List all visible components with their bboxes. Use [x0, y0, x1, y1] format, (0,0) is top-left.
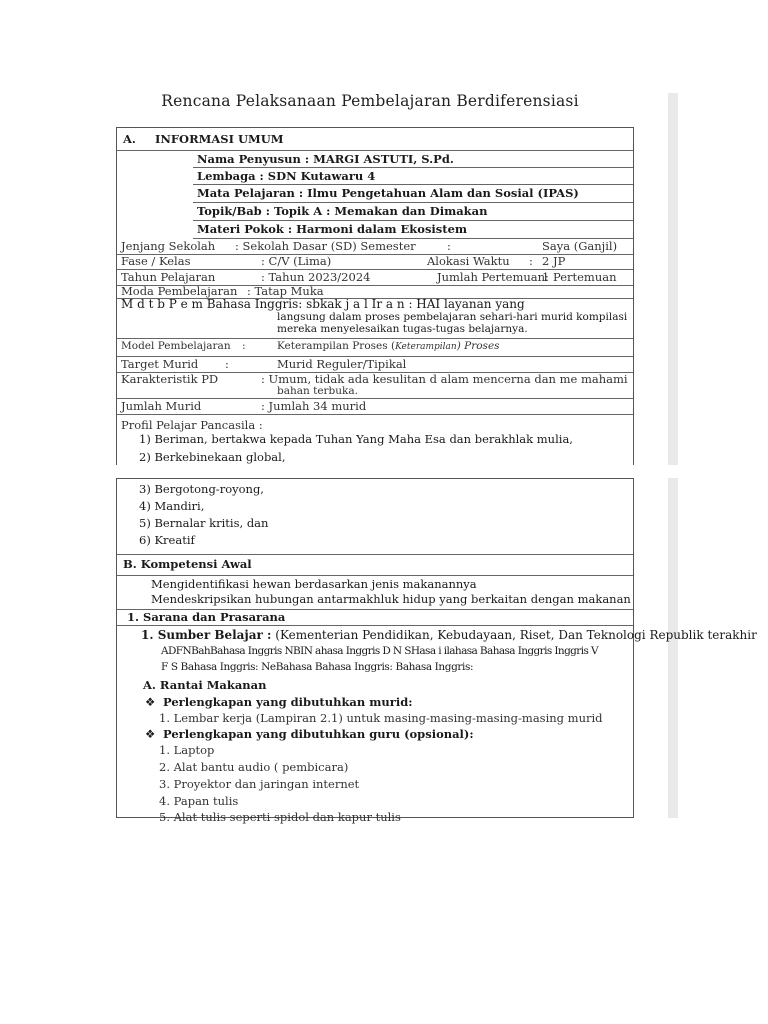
row-karakteristik — [117, 372, 633, 399]
moda-label: Moda Pembelajaran — [121, 284, 238, 298]
diamond-bullet-icon: ❖ — [145, 695, 156, 709]
profil-item: 4) Mandiri, — [139, 499, 205, 513]
target-label: Target Murid — [121, 357, 199, 371]
profil-pancasila-block — [117, 414, 633, 466]
murid-item: 1. Lembar kerja (Lampiran 2.1) untuk masing-masing-masing-masing murid — [159, 711, 603, 725]
karakteristik-value: : Umum, tidak ada kesulitan d alam mencerna dan me mahami — [261, 372, 628, 386]
fase-label: Fase / Kelas — [121, 254, 191, 268]
guru-item: 2. Alat bantu audio ( pembicara) — [159, 760, 349, 774]
continuation-table — [116, 478, 757, 824]
garbled-line: M d t b P e m Bahasa Inggris: sbkak j a l Ir a n : HAI layanan yang — [121, 297, 525, 311]
garbled-line-a: ADFNBahBahasa Inggris NBIN ahasa Inggris D N SHasa i ilahasa Bahasa Inggris Inggris V — [161, 645, 598, 657]
guru-item: 1. Laptop — [159, 743, 215, 757]
description-line-1: langsung dalam proses pembelajaran sehari-hari murid kompilasi — [277, 311, 628, 323]
profil-item: 2) Berkebinekaan global, — [139, 450, 286, 464]
jenjang-label: Jenjang Sekolah — [121, 239, 216, 253]
diamond-bullet-icon: ❖ — [145, 727, 156, 741]
section-a-header-row — [117, 128, 633, 151]
mata-pelajaran: Mata Pelajaran : Ilmu Pengetahuan Alam dan Sosial (IPAS) — [197, 186, 579, 200]
pertemuan-value: 1 Pertemuan — [542, 270, 617, 284]
row-mata-pelajaran — [193, 184, 633, 203]
row-topik — [193, 202, 633, 221]
page-edge-shadow — [668, 93, 678, 465]
materi-pokok: Materi Pokok : Harmoni dalam Ekosistem — [197, 222, 468, 236]
section-b-heading: B. Kompetensi Awal — [123, 557, 252, 571]
guru-item: 4. Papan tulis — [159, 794, 239, 808]
karakteristik-label: Karakteristik PD — [121, 372, 219, 386]
row-jenjang: Jenjang Sekolah : Sekolah Dasar (SD) Semester : Saya (Ganjil) — [117, 238, 633, 255]
garbled-line-b: F S Bahasa Inggris: NeBahasa Bahasa Inggris: Bahasa Inggris: — [161, 661, 474, 673]
profil-continued-block — [117, 479, 633, 555]
murid-heading: Perlengkapan yang dibutuhkan murid: — [163, 695, 413, 709]
tahun-label: Tahun Pelajaran — [121, 270, 216, 284]
row-target: Target Murid : Murid Reguler/Tipikal — [117, 356, 633, 373]
model-label: Model Pembelajaran — [121, 340, 231, 352]
row-model: Model Pembelajaran : Keterampilan Proses (Keterampilan) Proses — [117, 338, 633, 357]
kompetensi-item: Mengidentifikasi hewan berdasarkan jenis makanannya — [151, 577, 477, 591]
row-jumlah-murid — [117, 398, 633, 415]
section-b-header-row — [117, 554, 633, 576]
sumber-belajar-line: 1. Sumber Belajar : (Kementerian Pendidikan, Kebudayaan, Riset, Dan Teknologi Republik terakhir — [141, 628, 757, 642]
semester-value: Saya (Ganjil) — [542, 239, 618, 253]
row-lembaga — [193, 167, 633, 185]
section-a-letter: A. — [123, 132, 136, 146]
sarana-header-row — [117, 609, 633, 626]
sarana-content — [117, 625, 757, 824]
alokasi-label: Alokasi Waktu — [427, 254, 510, 268]
jumlah-value: : Jumlah 34 murid — [261, 399, 367, 413]
row-nama-penyusun — [193, 150, 633, 168]
row-garbled-description — [117, 298, 633, 339]
profil-item: 1) Beriman, bertakwa kepada Tuhan Yang Maha Esa dan berakhlak mulia, — [139, 432, 573, 446]
row-materi — [193, 220, 633, 239]
target-value: Murid Reguler/Tipikal — [277, 357, 407, 371]
page-title: Rencana Pelaksanaan Pembelajaran Berdiferensiasi — [161, 92, 579, 110]
profil-item: 5) Bernalar kritis, dan — [139, 516, 269, 530]
tahun-value: : Tahun 2023/2024 — [261, 270, 371, 284]
pertemuan-label: Jumlah Pertemuan: — [437, 270, 549, 284]
nama-penyusun: Nama Penyusun : MARGI ASTUTI, S.Pd. — [197, 152, 454, 166]
fase-value: : C/V (Lima) — [261, 254, 332, 268]
profil-item: 3) Bergotong-royong, — [139, 482, 264, 496]
jenjang-value: : Sekolah Dasar (SD) Semester — [235, 239, 416, 253]
page-edge-shadow-lower — [668, 478, 678, 818]
topik: Topik/Bab : Topik A : Memakan dan Dimakan — [197, 204, 488, 218]
alokasi-value: 2 JP — [542, 254, 566, 268]
guru-heading: Perlengkapan yang dibutuhkan guru (opsional): — [163, 727, 474, 741]
sarana-heading: 1. Sarana dan Prasarana — [127, 610, 286, 624]
jumlah-label: Jumlah Murid — [121, 399, 202, 413]
informasi-umum-table — [116, 127, 634, 465]
guru-item: 5. Alat tulis seperti spidol dan kapur tulis — [159, 810, 401, 824]
lembaga: Lembaga : SDN Kutawaru 4 — [197, 169, 376, 183]
row-fase: Fase / Kelas : C/V (Lima) Alokasi Waktu : 2 JP — [117, 254, 633, 270]
model-value: Keterampilan Proses (Keterampilan) Proses — [277, 340, 500, 352]
section-a-heading: INFORMASI UMUM — [155, 132, 284, 146]
karakteristik-value-2: bahan terbuka. — [277, 385, 359, 397]
kompetensi-awal-block — [117, 575, 633, 610]
profil-title: Profil Pelajar Pancasila : — [121, 418, 263, 432]
moda-value: : Tatap Muka — [247, 284, 324, 298]
description-line-2: mereka menyelesaikan tugas-tugas belajarnya. — [277, 323, 528, 335]
rantai-makanan-heading: A. Rantai Makanan — [143, 678, 267, 692]
guru-item: 3. Proyektor dan jaringan internet — [159, 777, 360, 791]
kompetensi-item: Mendeskripsikan hubungan antarmakhluk hidup yang berkaitan dengan makanan — [151, 592, 631, 606]
profil-item: 6) Kreatif — [139, 533, 195, 547]
